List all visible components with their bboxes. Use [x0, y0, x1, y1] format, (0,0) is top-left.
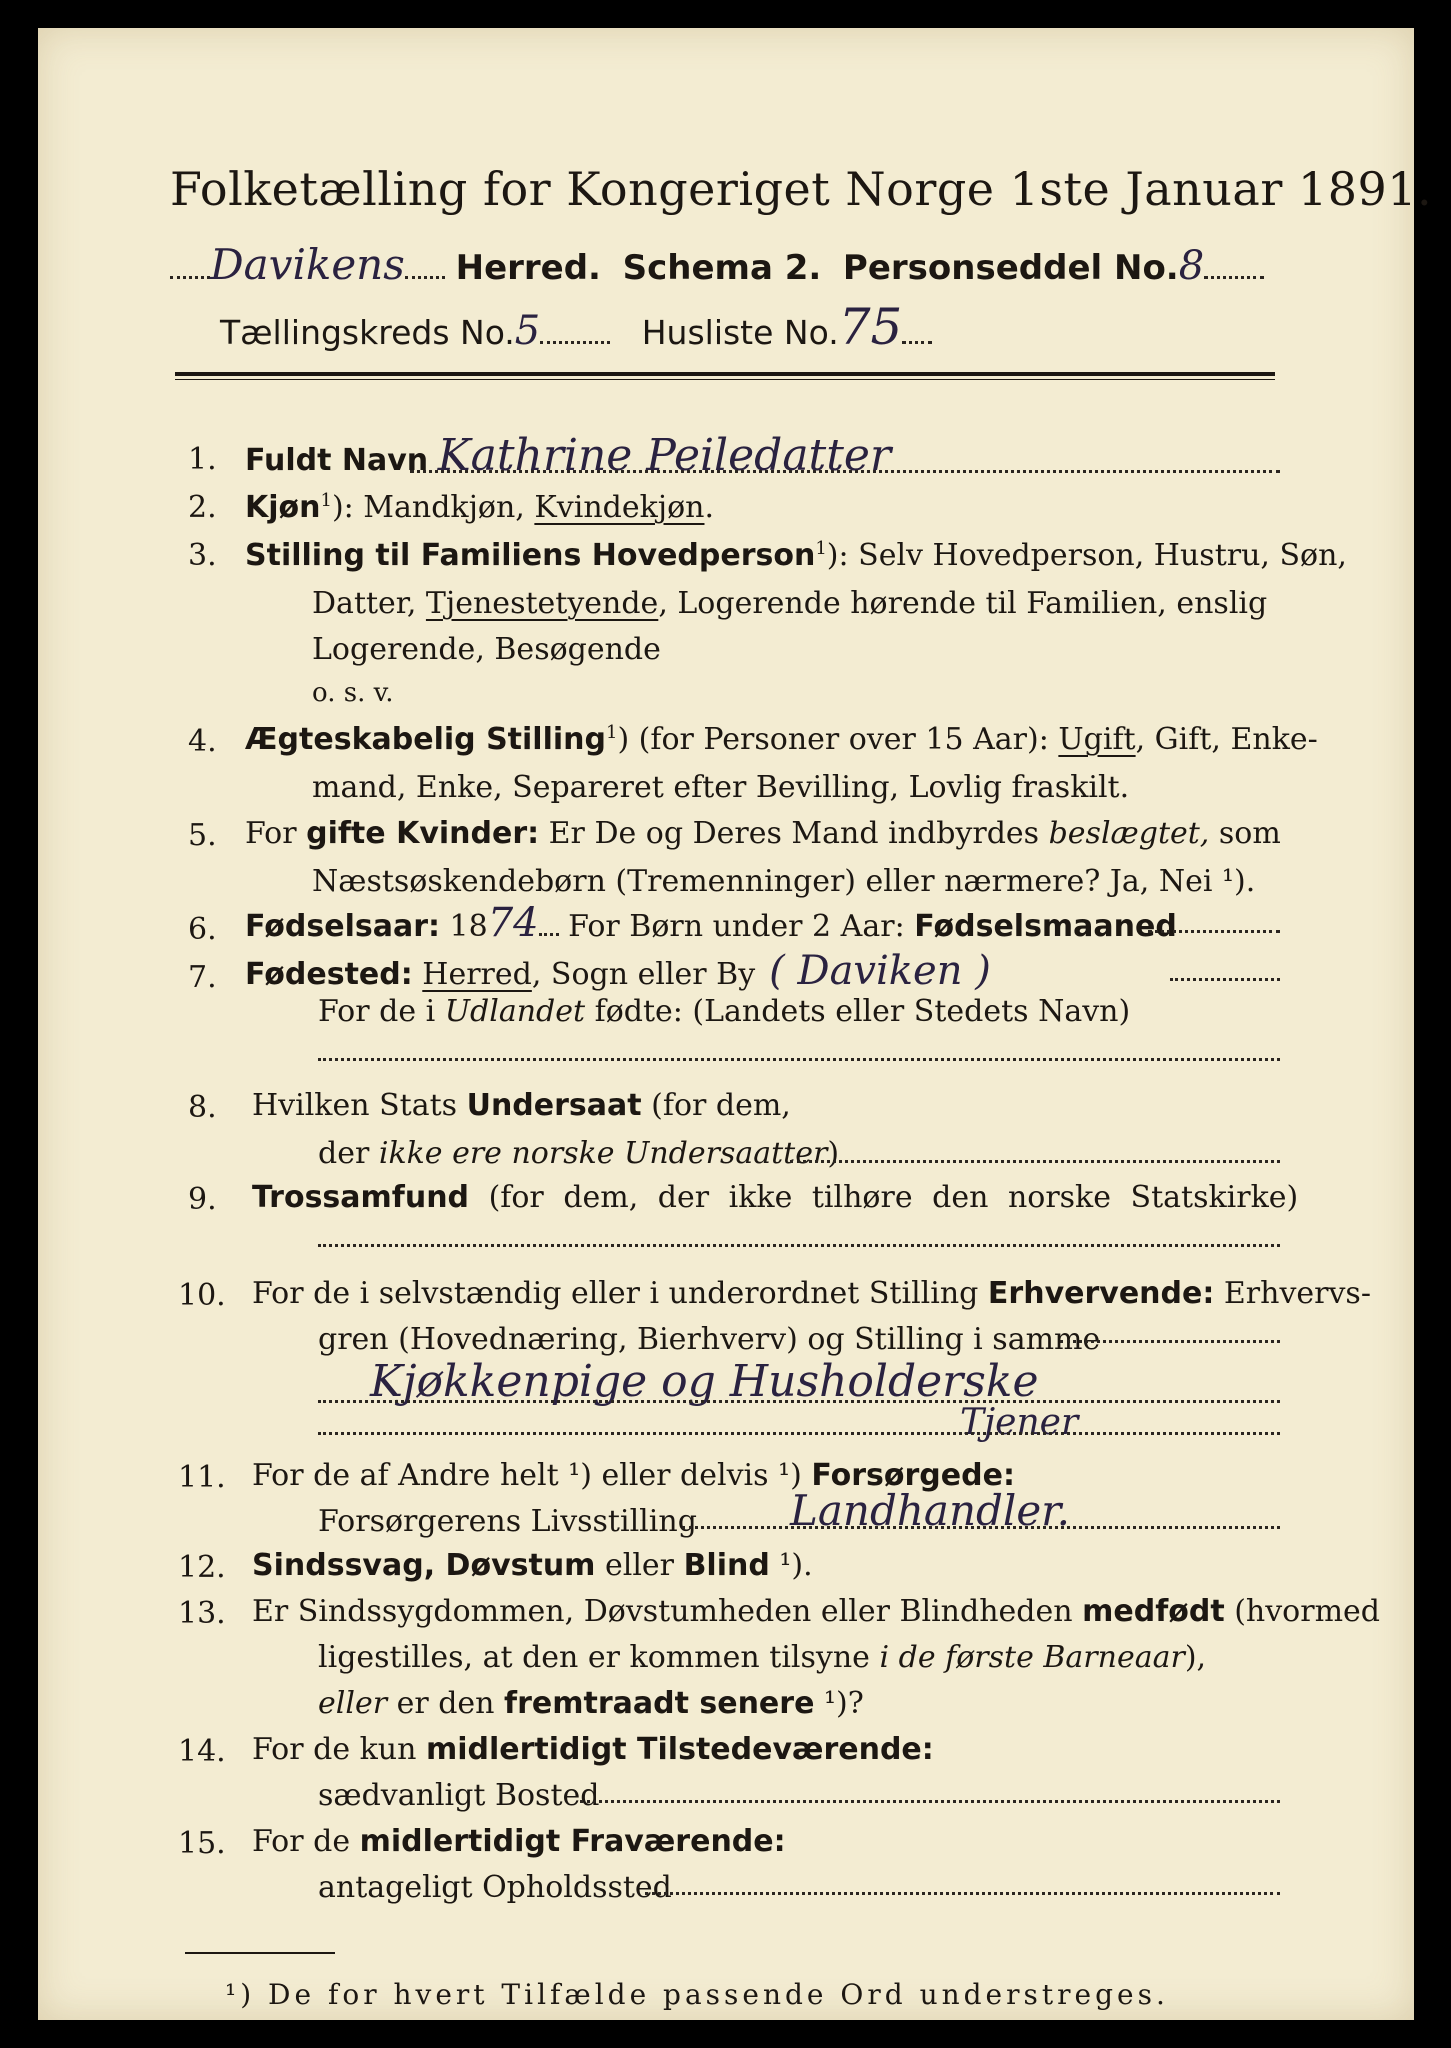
q15-number: 15.: [178, 1826, 226, 1861]
q7-handwritten-place: ( Daviken ): [769, 948, 991, 994]
q13-line1: [252, 1594, 1380, 1629]
q13-eller: eller: [318, 1686, 388, 1721]
q4-ugift: Ugift: [1058, 722, 1136, 757]
q4-label: Ægteskabelig Stilling: [245, 722, 606, 757]
q2-label: Kjøn: [245, 490, 321, 525]
q6-number: 6.: [188, 912, 217, 947]
q13-line3-b: er den: [387, 1686, 505, 1721]
q11-forsorgede: Forsørgede:: [811, 1458, 1015, 1493]
q12-number: 12.: [178, 1550, 226, 1585]
q12-text-a: eller: [595, 1548, 684, 1583]
q2-sup: 1: [320, 490, 332, 511]
q7-udlandet: Udlandet: [444, 994, 586, 1029]
q14-line1: [252, 1732, 934, 1767]
q3-line1-text: ): Selv Hovedperson, Hustru, Søn,: [826, 538, 1347, 573]
schema-label: Schema 2.: [622, 248, 822, 288]
q7-text-c: , Sogn eller By: [531, 957, 756, 992]
q12-row: [252, 1548, 813, 1583]
q10-line1: [252, 1276, 1371, 1311]
q4-line1: [245, 722, 1318, 757]
q7-line2: [318, 994, 1130, 1029]
q10-fill-line-2: [318, 1400, 1280, 1403]
q5-line1: [245, 816, 1281, 851]
q10-line2: gren (Hovednæring, Bierhverv) og Stilling i samme: [318, 1322, 1101, 1357]
q13-line3-d: ¹)?: [814, 1686, 864, 1721]
q5-line1-a: Er De og Deres Mand indbyrdes: [539, 816, 1049, 851]
q15-fill-line: [645, 1892, 1280, 1895]
q9-label: Trossamfund: [252, 1180, 470, 1215]
q10-handwritten-occupation-2: Tjener: [960, 1402, 1079, 1443]
q12-text-c: ¹).: [769, 1548, 813, 1583]
q14-fill-line: [580, 1800, 1280, 1803]
q4-line2: mand, Enke, Separeret efter Bevilling, Lovlig fraskilt.: [312, 770, 1130, 805]
form-title: Folketælling for Kongeriget Norge 1ste Januar 1891.: [170, 162, 1433, 216]
q4-line1-a: ) (for Personer over 15 Aar):: [617, 722, 1059, 757]
q2-text-a: ): Mandkjøn,: [331, 490, 535, 525]
husliste-label: Husliste No.: [641, 313, 839, 352]
q8-fill-line: [790, 1160, 1280, 1163]
q11-number: 11.: [178, 1460, 226, 1495]
q3-line4: o. s. v.: [312, 678, 394, 708]
q7-line2-c: fødte: (Landets eller Stedets Navn): [585, 994, 1131, 1029]
q8-number: 8.: [188, 1090, 217, 1125]
q7-number: 7.: [188, 960, 217, 995]
q3-tjenestetyende: Tjenestetyende: [425, 586, 659, 621]
q8-line1: [252, 1088, 791, 1123]
q10-fill-line-3: [318, 1432, 1280, 1435]
q8-undersaat: Undersaat: [466, 1088, 642, 1123]
q3-label: Stilling til Familiens Hovedperson: [245, 538, 816, 573]
q5-beslaegtet: beslægtet,: [1048, 816, 1210, 851]
q13-medfodt: medfødt: [1082, 1594, 1225, 1629]
footnote-rule: [185, 1952, 335, 1954]
q14-line1-a: For de kun: [252, 1732, 426, 1767]
q8-line1-c: (for dem,: [641, 1088, 791, 1123]
q3-line2-c: , Logerende hørende til Familien, enslig: [658, 586, 1268, 621]
q11-handwritten-livsstilling: Landhandler.: [790, 1486, 1070, 1535]
q2-text-c: .: [704, 490, 715, 525]
footnote: ¹) De for hvert Tilfælde passende Ord understreges.: [225, 1978, 1169, 2011]
husliste-handwritten: 75: [838, 298, 903, 356]
q1-row: [245, 430, 891, 481]
q9-fill-line: [318, 1244, 1280, 1247]
kreds-label: Tællingskreds No.: [220, 313, 515, 352]
q8-line2: [318, 1136, 839, 1171]
herred-line: [170, 240, 1264, 289]
q5-label-b: gifte Kvinder:: [306, 816, 540, 851]
q5-label-a: For: [245, 816, 307, 851]
q15-fravaerende: midlertidigt Fraværende:: [359, 1824, 786, 1859]
q15-line1-a: For de: [252, 1824, 360, 1859]
header-rule: [175, 372, 1275, 376]
q13-line2: [318, 1640, 1206, 1675]
q14-number: 14.: [178, 1734, 226, 1769]
q1-label: Fuldt Navn: [245, 443, 429, 478]
q6-label: Fødselsaar:: [245, 909, 440, 944]
q6-text-a: For Børn under 2 Aar:: [558, 909, 915, 944]
q8-line2-c: ): [827, 1136, 840, 1171]
q7-foreign-fill-line: [318, 1058, 1280, 1061]
q13-forste-barneaar: i de første Barneaar: [879, 1640, 1185, 1675]
q14-tilstedevaerende: midlertidigt Tilstedeværende:: [425, 1732, 934, 1767]
q11-line1-a: For de af Andre helt ¹) eller delvis ¹): [252, 1458, 812, 1493]
q7-line1: [245, 948, 991, 994]
q5-number: 5.: [188, 818, 217, 853]
q6-handwritten-year: 74: [487, 900, 539, 946]
q3-line2-a: Datter,: [312, 586, 426, 621]
q9-text: (for dem, der ikke tilhøre den norske Statskirke): [469, 1180, 1299, 1215]
q6-prefix: 18: [440, 909, 488, 944]
q15-line2: antageligt Opholdssted: [318, 1870, 672, 1905]
q8-line1-a: Hvilken Stats: [252, 1088, 467, 1123]
q1-number: 1.: [188, 442, 217, 477]
q4-number: 4.: [188, 724, 217, 759]
q2-row: [245, 490, 714, 525]
q3-line1: [245, 538, 1347, 573]
q7-line2-a: For de i: [318, 994, 445, 1029]
q1-fill-line: [410, 470, 1280, 473]
q2-number: 2.: [188, 490, 217, 525]
q8-line2-a: der: [318, 1136, 379, 1171]
q2-kvindekjon: Kvindekjøn: [534, 490, 705, 525]
q7-herred: Herred: [422, 957, 532, 992]
q5-line1-c: som: [1209, 816, 1281, 851]
q9-number: 9.: [188, 1182, 217, 1217]
q13-line1-c: (hvormed: [1224, 1594, 1380, 1629]
q10-number: 10.: [178, 1278, 226, 1313]
q6-row: [245, 900, 1177, 946]
q14-line2: sædvanligt Bosted: [318, 1778, 600, 1813]
q13-line3: [318, 1686, 864, 1721]
kreds-line: [220, 298, 932, 356]
q3-line3: Logerende, Besøgende: [312, 632, 661, 667]
q6-fill-line: [1148, 930, 1280, 933]
q15-line1: [252, 1824, 786, 1859]
q7-fill-line: [1170, 978, 1280, 981]
q7-text-a: [413, 957, 423, 992]
q11-line2: Forsørgerens Livsstilling: [318, 1504, 697, 1539]
q3-sup: 1: [815, 538, 827, 559]
q13-number: 13.: [178, 1596, 226, 1631]
herred-handwritten: Davikens: [210, 240, 405, 289]
q10-handwritten-occupation: Kjøkkenpige og Husholderske: [370, 1356, 1039, 1407]
q8-ikke-norske: ikke ere norske Undersaatter: [378, 1136, 828, 1171]
q10-line1-c: Erhvervs-: [1214, 1276, 1371, 1311]
q13-line1-a: Er Sindssygdommen, Døvstumheden eller Blindheden: [252, 1594, 1083, 1629]
q12-blind: Blind: [683, 1548, 770, 1583]
q13-fremtraadt: fremtraadt senere: [504, 1686, 815, 1721]
q13-line2-c: ),: [1184, 1640, 1207, 1675]
q3-number: 3.: [188, 538, 217, 573]
q3-line2: [312, 586, 1267, 621]
q10-line1-a: For de i selvstændig eller i underordnet Stilling: [252, 1276, 988, 1311]
header-rule-thin: [175, 379, 1275, 380]
q5-line2: Næstsøskendebørn (Tremenninger) eller nærmere? Ja, Nei ¹).: [312, 864, 1256, 899]
q4-sup: 1: [605, 722, 618, 743]
q13-line2-a: ligestilles, at den er kommen tilsyne: [318, 1640, 880, 1675]
personseddel-handwritten: 8: [1178, 243, 1205, 289]
q7-label: Fødested:: [245, 957, 413, 992]
q10-fill-line-1: [1060, 1340, 1280, 1343]
q4-line1-c: , Gift, Enke-: [1135, 722, 1318, 757]
q6-fodselsmaaned: Fødselsmaaned: [914, 909, 1177, 944]
q12-label: Sindssvag, Døvstum: [252, 1548, 596, 1583]
kreds-handwritten: 5: [514, 308, 541, 354]
personseddel-label: Personseddel No.: [842, 248, 1179, 288]
herred-label: Herred.: [455, 248, 601, 288]
q1-handwritten-name: Kathrine Peiledatter: [437, 430, 891, 481]
q10-erhvervende: Erhvervende:: [987, 1276, 1215, 1311]
q9-row: [252, 1180, 1298, 1215]
